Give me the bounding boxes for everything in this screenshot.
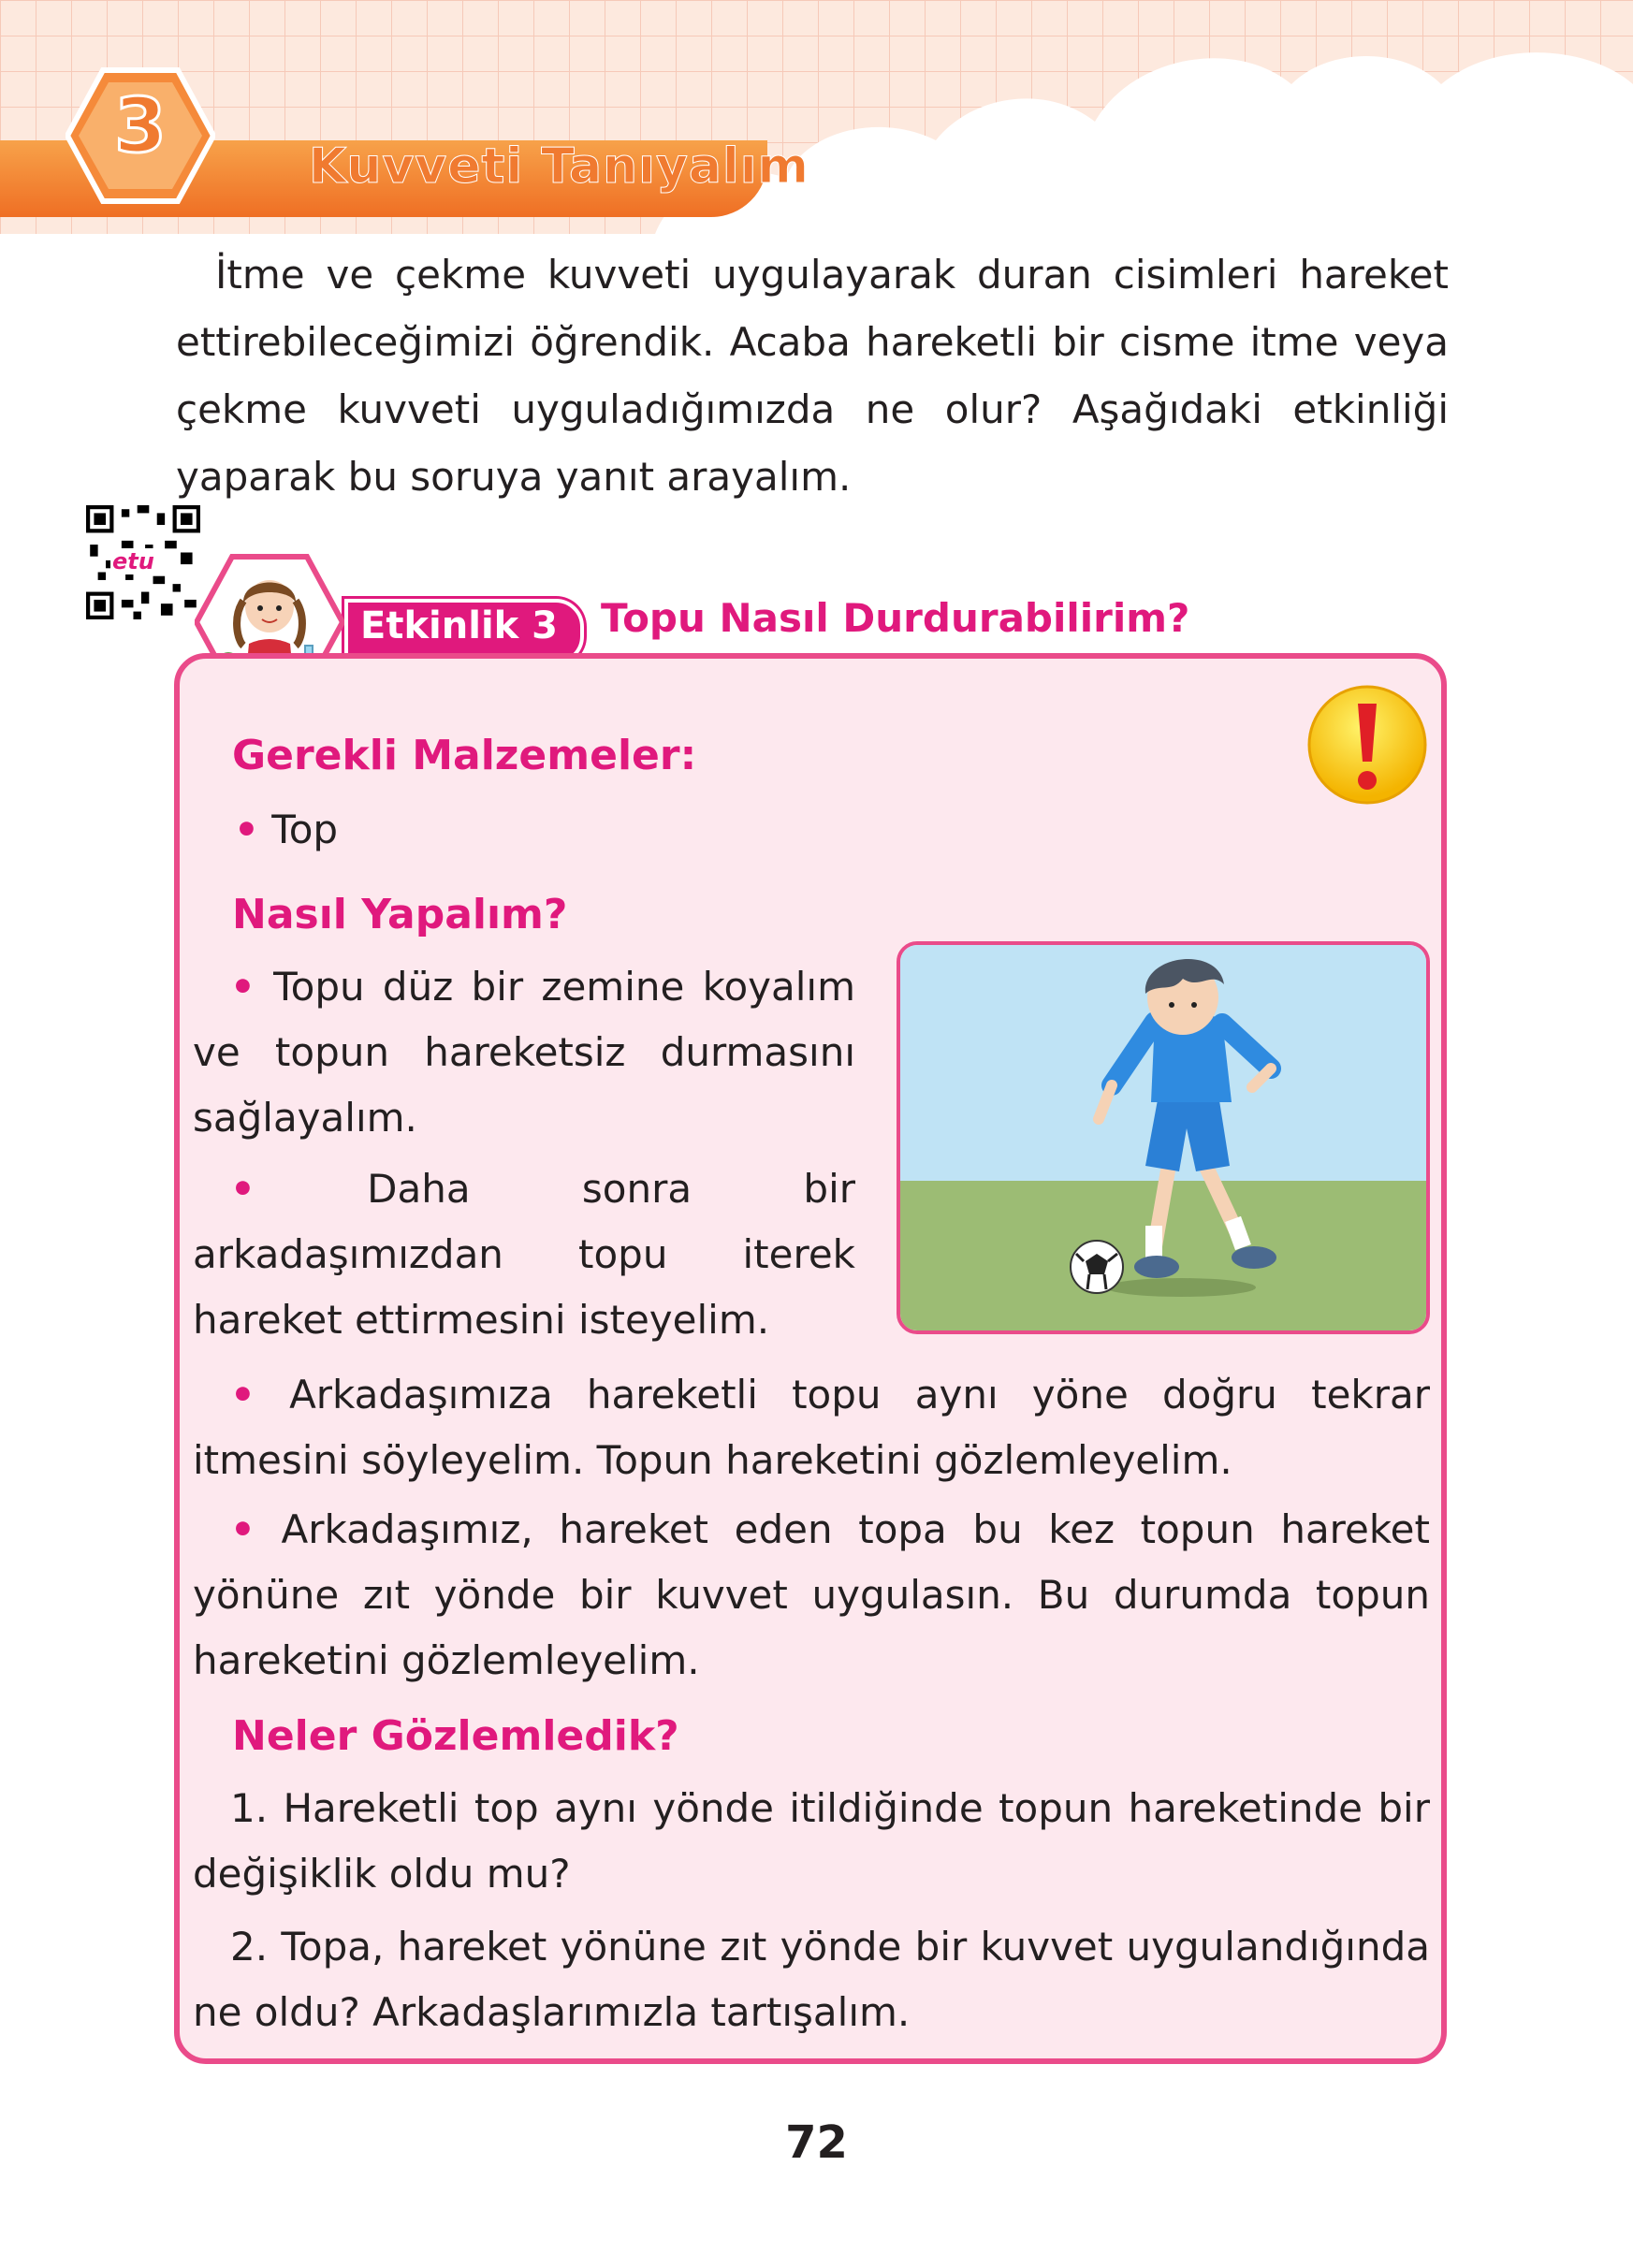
howto-step-1: • Topu düz bir zemine koyalım ve topun hareketsiz durmasını sağlayalım. [193,964,855,1141]
observation-question-2: 2. Topa, hareket yönüne zıt yönde bir kuvvet uygulandığında ne oldu? Arkadaşlarımızla tartışalım. [193,1924,1430,2035]
observation-question-1: 1. Hareketli top aynı yönde itildiğinde topun hareketinde bir değişiklik oldu mu? [193,1785,1430,1897]
materials-heading: Gerekli Malzemeler: [232,732,697,779]
howto-heading: Nasıl Yapalım? [232,891,568,938]
activity-label: Etkinlik 3 [360,604,559,647]
howto-step-3: • Arkadaşımıza hareketli topu aynı yöne doğru tekrar itmesini söyleyelim. Topun hareketini gözlemleyelim. [193,1372,1431,1483]
howto-step-2: • Daha sonra bir arkadaşımızdan topu iterek hareket ettirmesini isteyelim. [193,1166,856,1343]
page-number: 72 [785,2116,848,2169]
football-scene [900,945,1426,1330]
intro-paragraph: İtme ve çekme kuvveti uygulayarak duran cisimleri hareket ettirebileceğimizi öğrendik. Acaba hareketli bir cisme itme veya çekme kuvveti uyguladığımızda ne olur? Aşağıdaki etkinliği yaparak bu soruya yanıt arayalım. [176,252,1449,500]
materials-item-text: Top [271,807,339,852]
exclamation-icon [1305,683,1429,807]
boy-kicking-ball-illustration [897,941,1430,1334]
materials-item: • Top [234,807,339,852]
qr-label: etu [112,548,154,574]
howto-step-4: • Arkadaşımız, hareket eden topa bu kez topun hareket yönüne zıt yönde bir kuvvet uygulasın. Bu durumda topun hareketini gözlemleyelim. [193,1506,1430,1683]
unit-number: 3 [114,82,167,169]
section-title: Kuvveti Tanıyalım [309,138,809,195]
observations-heading: Neler Gözlemledik? [232,1712,679,1760]
activity-title: Topu Nasıl Durdurabilirim? [601,595,1190,641]
